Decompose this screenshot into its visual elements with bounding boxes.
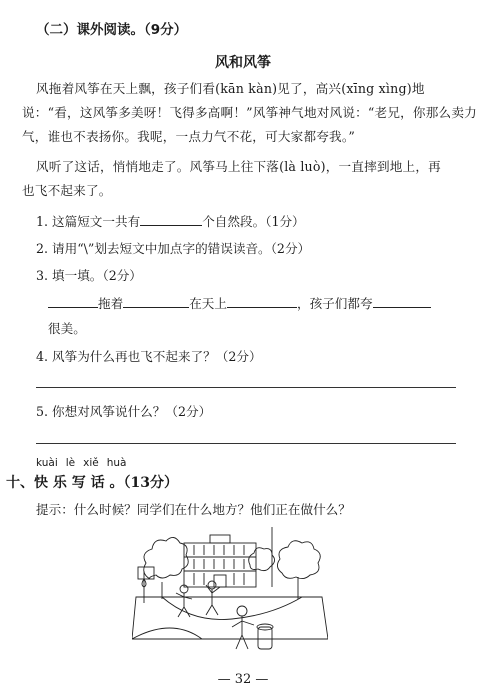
page-number: — 32 — (217, 672, 269, 687)
question-5: 5. 你想对风筝说什么？（2分） (36, 404, 212, 419)
pinyin-3: xiě (83, 457, 99, 469)
trash-bin-icon (257, 624, 273, 649)
school-building-icon (184, 535, 256, 587)
question-3-blank-4[interactable] (373, 295, 431, 308)
story-line-2: 说：“看，这风筝多美呀！飞得多高啊！”风筝神气地对风说：“老兄，你那么卖力 (22, 105, 477, 120)
basketball-court-icon (132, 597, 328, 639)
section-2-pinyin (36, 457, 135, 469)
question-1 (36, 211, 305, 230)
question-3-blank-3[interactable] (227, 295, 297, 308)
question-3-tail: 很美。 (48, 321, 86, 336)
question-1-answer-blank[interactable] (140, 213, 202, 226)
section-title-reading: （二）课外阅读。（9分） (36, 22, 188, 38)
question-3-word-2: 在天上 (189, 296, 227, 311)
story-line-1: 风拖着风筝在天上飘，孩子们看(kān kàn)见了，高兴(xīng xìng)地 (36, 81, 425, 96)
story-line-3: 气，谁也不表扬你。我呢，一点力气不花，可大家都夸我。” (22, 129, 355, 144)
basketball-hoop-icon (138, 567, 154, 603)
question-1-suffix: 个自然段。（1分） (202, 214, 305, 229)
pinyin-1: kuài (36, 457, 58, 469)
pinyin-4: huà (106, 457, 127, 469)
question-2: 2. 请用“\”划去短文中加点字的错误读音。（2分） (36, 241, 311, 256)
question-3-blank-2[interactable] (123, 295, 189, 308)
story-line-5: 也飞不起来了。 (22, 183, 112, 198)
story-line-4: 风听了这话，悄悄地走了。风筝马上往下落(là luò)，一直摔到地上，再 (36, 159, 441, 174)
question-3-fill-row (48, 293, 431, 312)
pinyin-2: lè (65, 457, 76, 469)
writing-prompt-tip: 提示：什么时候？同学们在什么地方？他们正在做什么？ (36, 502, 351, 517)
story-title: 风和风筝 (215, 55, 271, 71)
question-3-word-3: ，孩子们都夸 (296, 296, 373, 311)
question-3-blank-1[interactable] (48, 295, 98, 308)
tree-cluster-icon (144, 537, 321, 599)
question-3-word-1: 拖着 (98, 296, 124, 311)
question-5-answer-line[interactable] (36, 443, 456, 444)
question-3: 3. 填一填。（2分） (36, 268, 142, 283)
question-4: 4. 风筝为什么再也飞不起来了？（2分） (36, 349, 262, 364)
schoolyard-illustration (132, 527, 328, 655)
section-title-writing: 十、快 乐 写 话 。（13分） (6, 475, 178, 491)
question-1-prefix: 1. 这篇短文一共有 (36, 214, 141, 229)
question-4-answer-line[interactable] (36, 387, 456, 388)
